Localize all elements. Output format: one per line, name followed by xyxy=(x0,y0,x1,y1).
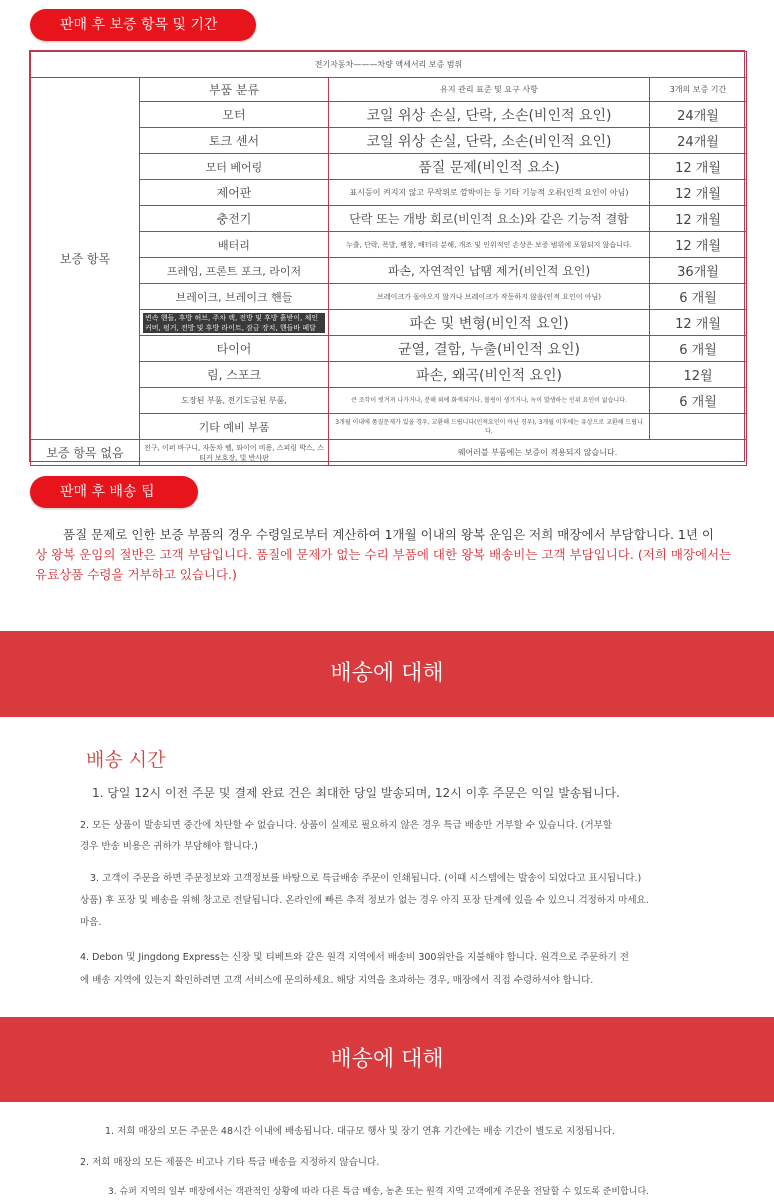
section-covered-label: 보증 항목 xyxy=(31,78,140,440)
none-desc: 웨어러블 부품에는 보증이 적용되지 않습니다. xyxy=(329,440,747,466)
part-desc: 코일 위상 손실, 단락, 소손(비인적 요인) xyxy=(329,128,650,154)
part-name: 도장된 부품, 전기도금된 부품, xyxy=(140,388,329,414)
part-period xyxy=(650,414,747,440)
part-name: 타이어 xyxy=(140,336,329,362)
part-period: 12 개월 xyxy=(650,232,747,258)
shipping-tip-header: 판매 후 배송 팁 xyxy=(30,476,198,508)
part-period: 24개월 xyxy=(650,128,747,154)
col-header-part: 부품 분류 xyxy=(140,78,329,102)
none-items: 전구, 이퍼 바구니, 자동차 벨, 와이어 비용, 스피링 박스, 스티커 보호장, 빛 반사판 xyxy=(140,440,329,466)
part-name: 프레임, 프론트 포크, 라이저 xyxy=(140,258,329,284)
part-desc: 코일 위상 손실, 단락, 소손(비인적 요인) xyxy=(329,102,650,128)
part-desc: 품질 문제(비인적 요소) xyxy=(329,154,650,180)
part-name: 변속 핸들, 후방 허브, 주차 랙, 전방 및 후방 흙받이, 체인 커버, 펑거, 전방 및 후방 라이트, 잠금 장치, 핸들바 페달 xyxy=(143,313,325,333)
delivery-p3c: 마음. xyxy=(80,917,102,928)
delivery-p3b: 상품) 후 포장 및 배송을 위해 창고로 전달됩니다. 온라인에 빠른 추적 정보가 없는 경우 아직 포장 단계에 있을 수 있으니 걱정하지 마세요. xyxy=(80,895,649,906)
delivery-p4b: 에 배송 지역에 있는지 확인하려면 고객 서비스에 문의하세요. 해당 지역을 초과하는 경우, 매장에서 직접 수령하셔야 합니다. xyxy=(80,975,594,986)
part-name: 모터 xyxy=(140,102,329,128)
tip-line-1: 품질 문제로 인한 보증 부품의 경우 수령일로부터 계산하여 1개월 이내의 왕복 운임은 저희 매장에서 부담합니다. 1년 이 xyxy=(63,527,714,542)
part-desc: 브레이크가 돌아오지 않거나 브레이크가 작동하지 않음(인적 요인이 아님) xyxy=(329,284,650,310)
table-title: 전기자동차———차량 액세서리 보증 범위 xyxy=(31,52,747,78)
part-period: 12 개월 xyxy=(650,180,747,206)
part-period: 24개월 xyxy=(650,102,747,128)
col-header-period: 3개의 보증 기간 xyxy=(650,78,747,102)
delivery-note-3: 3. 슈퍼 지역의 일부 매장에서는 객관적인 상황에 따라 다른 특급 배송, 농촌 또는 원격 지역 고객에게 주문을 전달할 수 있도록 준비합니다. xyxy=(108,1187,650,1197)
delivery-p2a: 2. 모든 상품이 발송되면 중간에 차단할 수 없습니다. 상품이 실제로 필요하지 않은 경우 특급 배송만 거부할 수 있습니다. (거부할 xyxy=(80,820,613,831)
part-name: 제어판 xyxy=(140,180,329,206)
part-desc: 파손, 자연적인 납땜 제거(비인적 요인) xyxy=(329,258,650,284)
part-period: 12 개월 xyxy=(650,310,747,336)
part-desc: 균열, 결함, 누출(비인적 요인) xyxy=(329,336,650,362)
part-period: 36개월 xyxy=(650,258,747,284)
part-desc: 표시등이 켜지지 않고 무작위로 깜박이는 등 기타 기능적 오류(인적 요인이 아님) xyxy=(329,180,650,206)
part-desc: 누출, 단락, 폭발, 팽창, 배터리 분해, 개조 및 인위적인 손상은 보증 범위에 포함되지 않습니다. xyxy=(329,232,650,258)
tip-line-2-red: 품질에 문제가 없는 수리 부품에 대한 왕복 배송비는 고객 부담입니다. (저희 매장에서는 xyxy=(252,547,732,562)
part-period: 12 개월 xyxy=(650,206,747,232)
delivery-p3a: 3. 고객이 주문을 하면 주문정보와 고객정보를 바탕으로 특급배송 주문이 인쇄됩니다. (이때 시스템에는 발송이 되었다고 표시됩니다.) xyxy=(90,873,642,884)
shipping-tip xyxy=(35,525,751,585)
delivery-banner-2: 배송에 대해 xyxy=(0,1017,774,1102)
col-header-standard: 유지 관리 표준 및 요구 사항 xyxy=(329,78,650,102)
part-name: 모터 베어링 xyxy=(140,154,329,180)
delivery-p2b: 경우 반송 비용은 귀하가 부담해야 합니다.) xyxy=(80,841,258,852)
part-name: 브레이크, 브레이크 핸들 xyxy=(140,284,329,310)
part-name: 기타 예비 부품 xyxy=(140,414,329,440)
part-period: 12 개월 xyxy=(650,154,747,180)
part-period: 6 개월 xyxy=(650,284,747,310)
delivery-note-1: 1. 저희 매장의 모든 주문은 48시간 이내에 배송됩니다. 대규모 행사 및 장기 연휴 기간에는 배송 기간이 별도로 지정됩니다. xyxy=(105,1126,615,1137)
part-period: 6 개월 xyxy=(650,388,747,414)
warranty-table xyxy=(29,50,745,462)
part-name: 토크 센서 xyxy=(140,128,329,154)
tip-line-3: 유료상품 수령을 거부하고 있습니다.) xyxy=(35,567,237,582)
part-desc: 단락 또는 개방 회로(비인적 요소)와 같은 기능적 결함 xyxy=(329,206,650,232)
delivery-note-2: 2. 저희 매장의 모든 제품은 비고나 기타 특급 배송을 지정하지 않습니다. xyxy=(80,1157,380,1168)
part-desc: 큰 조각이 벗겨져 나가거나, 분해 외에 화색되거나, 볼링이 생기거나, 녹이 발생하는 인위 요인이 없습니다. xyxy=(329,388,650,414)
part-desc: 3개월 이내에 품질문제가 있을 경우, 교환해 드립니다(인적요인이 아닌 경우), 3개월 이후에는 유상으로 교환해 드립니다. xyxy=(329,414,650,440)
tip-line-2-black: 상 왕복 운임의 절반은 고객 부담입니다. xyxy=(35,547,253,562)
delivery-p1: 1. 당일 12시 이전 주문 및 결제 완료 건은 최대한 당일 발송되며, 12시 이후 주문은 익일 발송됩니다. xyxy=(92,786,620,800)
delivery-p4a: 4. Debon 및 Jingdong Express는 신장 및 티베트와 같은 원격 지역에서 배송비 300위안을 지불해야 합니다. 원격으로 주문하기 전 xyxy=(80,952,629,963)
part-period: 6 개월 xyxy=(650,336,747,362)
part-name: 림, 스포크 xyxy=(140,362,329,388)
tip-line-2 xyxy=(35,545,751,565)
part-desc: 파손, 왜곡(비인적 요인) xyxy=(329,362,650,388)
warranty-section-header: 판매 후 보증 항목 및 기간 xyxy=(30,9,256,41)
part-desc: 파손 및 변형(비인적 요인) xyxy=(329,310,650,336)
section-none-label: 보증 항목 없음 xyxy=(31,440,140,466)
delivery-time-title: 배송 시간 xyxy=(86,749,166,771)
part-period: 12월 xyxy=(650,362,747,388)
part-name: 배터리 xyxy=(140,232,329,258)
delivery-banner-1: 배송에 대해 xyxy=(0,631,774,717)
part-name: 충전기 xyxy=(140,206,329,232)
